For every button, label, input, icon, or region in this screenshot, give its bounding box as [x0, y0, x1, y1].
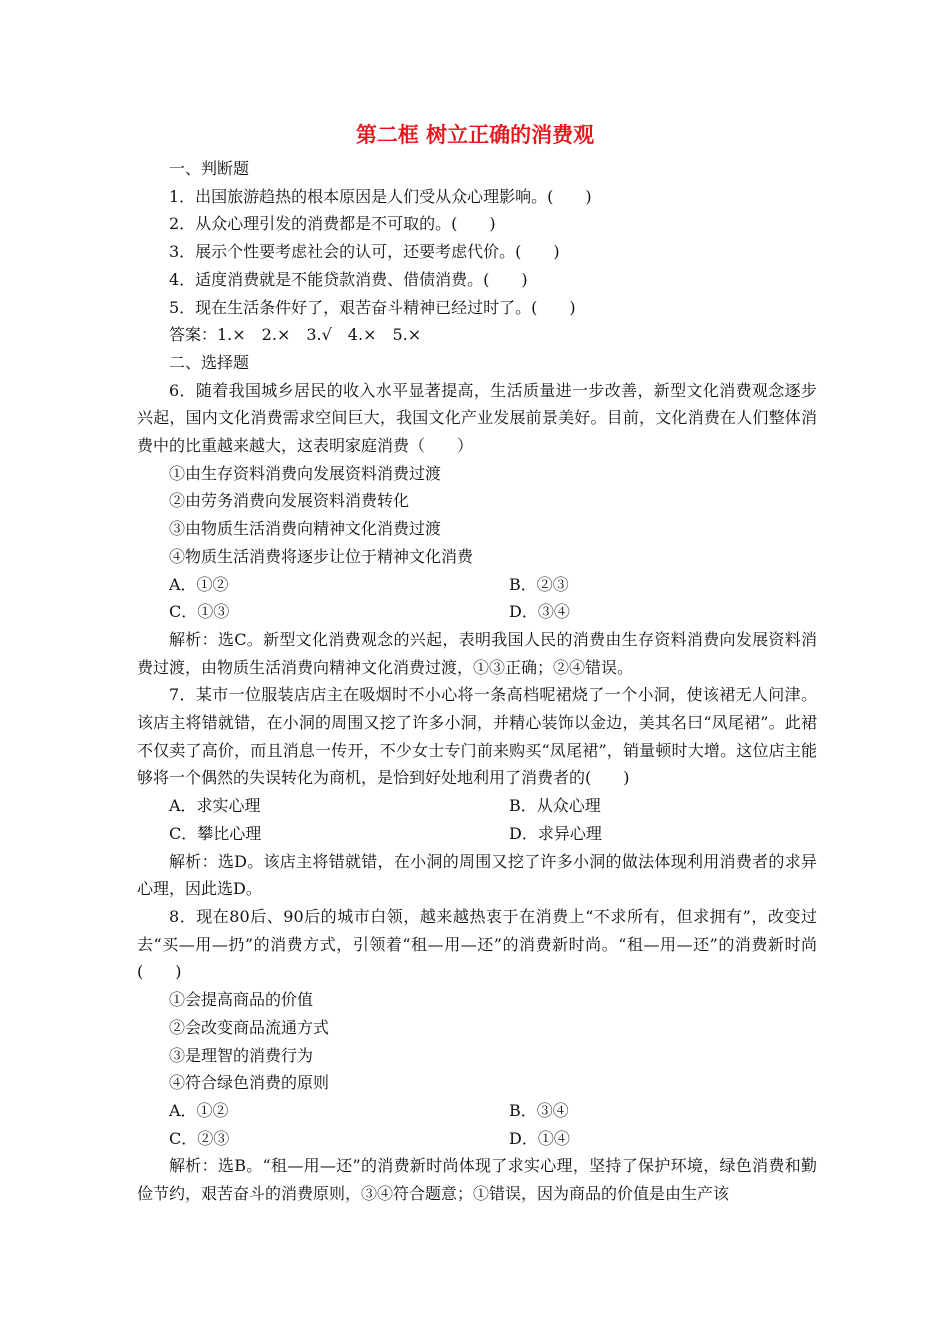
q7-option-b: B．从众心理 — [509, 796, 601, 816]
document-body — [137, 155, 817, 1208]
q8-option-b: B．③④ — [509, 1100, 569, 1120]
question-7-stem: 7．某市一位服装店店主在吸烟时不小心将一条高档呢裙烧了一个小洞，使该裙无人问津。该店主将错就错，在小洞的周围又挖了许多小洞，并精心装饰以金边，美其名曰“凤尾裙”。此裙不仅卖了高价，而且消息一传开，不少女士专门前来购买“凤尾裙”，销量顿时大增。这位店主能够将一个偶然的失误转化为商机，是恰到好处地利用了消费者的( ) — [137, 685, 817, 788]
q6-statement: ③由物质生活消费向精神文化消费过渡 — [169, 519, 442, 539]
q8-options-row — [137, 1125, 817, 1153]
q6-option-a: A．①② — [169, 574, 229, 594]
q8-options-row — [137, 1097, 817, 1125]
question-6-stem: 6．随着我国城乡居民的收入水平显著提高，生活质量进一步改善，新型文化消费观念逐步兴起，国内文化消费需求空间巨大，我国文化产业发展前景美好。目前，文化消费在人们整体消费中的比重越来越大，这表明家庭消费（ ） — [137, 380, 817, 456]
q8-analysis: 解析：选B。“租—用—还”的消费新时尚体现了求实心理，坚持了保护环境，绿色消费和勤俭节约，艰苦奋斗的消费原则，③④符合题意；①错误，因为商品的价值是由生产该 — [137, 1156, 817, 1204]
q6-statement: ④物质生活消费将逐步让位于精神文化消费 — [169, 546, 474, 566]
q8-statement: ②会改变商品流通方式 — [169, 1017, 330, 1037]
q8-statement: ③是理智的消费行为 — [169, 1045, 314, 1065]
q8-statement: ①会提高商品的价值 — [169, 990, 314, 1010]
q7-analysis: 解析：选D。该店主将错就错，在小洞的周围又挖了许多小洞的做法体现利用消费者的求异心理，因此选D。 — [137, 851, 817, 899]
q8-option-d: D．①④ — [509, 1128, 570, 1148]
judgment-item: 5．现在生活条件好了，艰苦奋斗精神已经过时了。( ) — [169, 297, 576, 317]
q6-options-row — [137, 571, 817, 599]
q8-statement: ④符合绿色消费的原则 — [169, 1073, 330, 1093]
question-8-stem: 8．现在80后、90后的城市白领，越来越热衷于在消费上“不求所有，但求拥有”，改变过去“买—用—扔”的消费方式，引领着“租—用—还”的消费新时尚。“租—用—还”的消费新时尚( ) — [137, 906, 817, 982]
judgment-item: 4．适度消费就是不能贷款消费、借债消费。( ) — [169, 269, 528, 289]
q7-options-row — [137, 820, 817, 848]
q6-statement: ②由劳务消费向发展资料消费转化 — [169, 491, 410, 511]
page-title: 第二框 树立正确的消费观 — [355, 123, 595, 147]
judgment-answer: 答案：1.× 2.× 3.√ 4.× 5.× — [169, 325, 422, 345]
q6-option-c: C．①③ — [169, 602, 230, 622]
judgment-item: 1．出国旅游趋热的根本原因是人们受从众心理影响。( ) — [169, 186, 592, 206]
section-heading-judgment: 一、判断题 — [169, 159, 250, 178]
judgment-item: 2．从众心理引发的消费都是不可取的。( ) — [169, 214, 496, 234]
section-heading-choice: 二、选择题 — [169, 352, 250, 372]
q8-option-a: A．①② — [169, 1100, 229, 1120]
q6-option-d: D．③④ — [509, 602, 570, 622]
q6-statement: ①由生存资料消费向发展资料消费过渡 — [169, 463, 442, 483]
q7-options-row — [137, 792, 817, 820]
q7-option-a: A．求实心理 — [169, 796, 261, 816]
q7-option-d: D．求异心理 — [509, 823, 602, 843]
q6-options-row — [137, 598, 817, 626]
judgment-item: 3．展示个性要考虑社会的认可，还要考虑代价。( ) — [169, 242, 560, 262]
q7-option-c: C．攀比心理 — [169, 823, 262, 843]
q6-option-b: B．②③ — [509, 574, 569, 594]
q6-analysis: 解析：选C。新型文化消费观念的兴起，表明我国人民的消费由生存资料消费向发展资料消费过渡，由物质生活消费向精神文化消费过渡，①③正确；②④错误。 — [137, 629, 817, 677]
q8-option-c: C．②③ — [169, 1128, 230, 1148]
